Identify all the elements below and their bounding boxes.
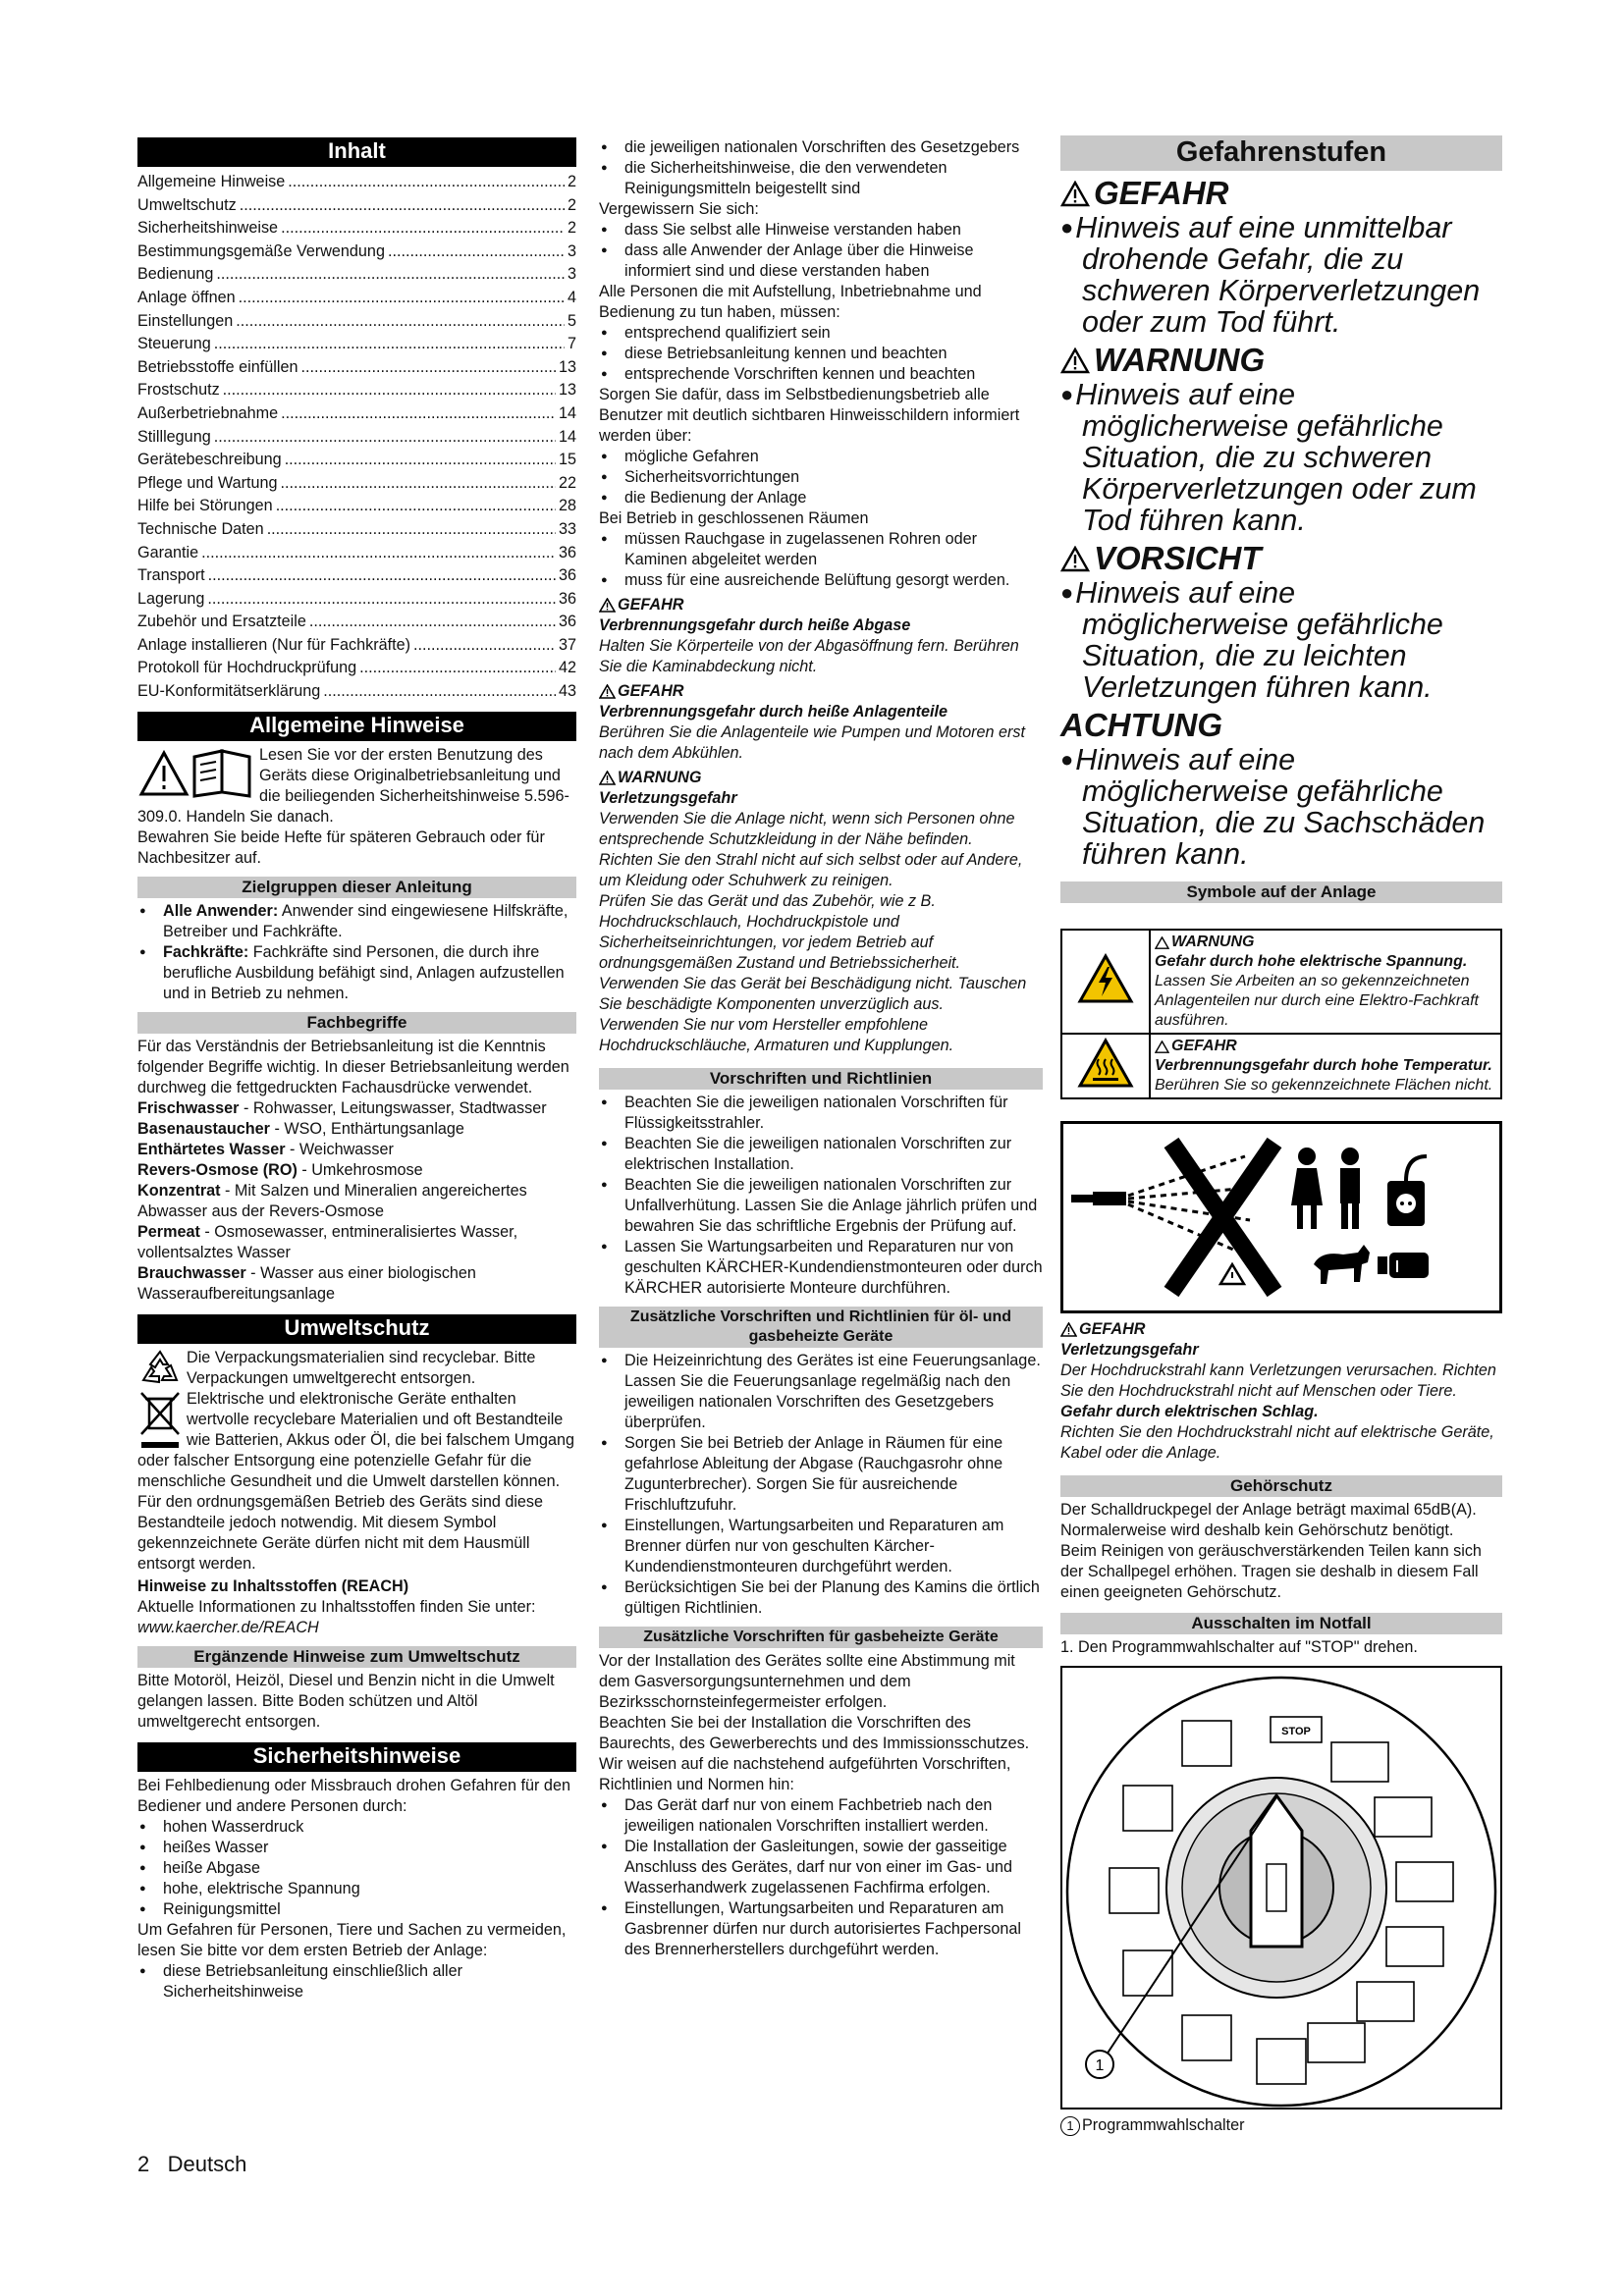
- symbols-table: [1060, 929, 1502, 1099]
- program-selector-dial: [1062, 1668, 1500, 2108]
- symbol-text: WARNUNG Gefahr durch hohe elektrische Spannung. Lassen Sie Arbeiten an so gekennzeichneten Anlagenteilen nur durch eine Elektro-Fachkraft ausführen.: [1150, 930, 1501, 1034]
- list-item: ● Beachten Sie die jeweiligen nationalen Vorschriften für Flüssigkeitsstrahler.: [599, 1093, 1043, 1134]
- toc-leader: [239, 287, 565, 310]
- toc-entry[interactable]: [137, 518, 576, 542]
- warning-label: GEFAHR: [599, 595, 1043, 615]
- toc-leader: [300, 356, 556, 380]
- reach-heading: Hinweise zu Inhaltsstoffen (REACH): [137, 1576, 409, 1595]
- toc-entry-title: Außerbetriebnahme: [137, 403, 279, 422]
- toc-entry-title: Protokoll für Hochdruckprüfung: [137, 659, 357, 677]
- term-row: Permeat - Osmosewasser, entmineralisiertes Wasser, vollentsalztes Wasser: [137, 1222, 518, 1261]
- safety-persons-list: [599, 323, 1043, 385]
- toc-entry-title: Gerätebeschreibung: [137, 451, 282, 469]
- term-row: Frischwasser - Rohwasser, Leitungswasser, Stadtwasser: [137, 1098, 547, 1117]
- general-heading: Allgemeine Hinweise: [137, 712, 576, 741]
- column-2: [599, 137, 1043, 1960]
- high-voltage-icon: [1077, 953, 1134, 1004]
- toc-entry-page: 15: [558, 451, 576, 469]
- toc-entry-title: Allgemeine Hinweise: [137, 173, 286, 190]
- warning-text: Prüfen Sie das Gerät und das Zubehör, wie z B. Hochdruckschlauch, Hochdruckpistole und Sicherheitseinrichtungen, vor jedem Betrieb auf ordnungsgemäßen Zustand und Betriebssicherheit. Verwenden Sie das Gerät bei Beschädigung nicht. Tauschen Sie beschädigte Komponenten unverzüglich aus.: [599, 892, 1027, 1013]
- gas-text: Vor der Installation des Gerätes sollte eine Abstimmung mit dem Gasversorgungsunternehmen und dem Bezirksschornsteinfegermeister erfolgen.: [599, 1652, 1015, 1711]
- oil-gas-heading: Zusätzliche Vorschriften und Richtlinien für öl- und gasbeheizte Geräte: [599, 1307, 1043, 1348]
- list-item: ● Berücksichtigen Sie bei der Planung des Kamins die örtlich gültigen Richtlinien.: [599, 1577, 1043, 1619]
- terms-list: [137, 1098, 576, 1305]
- list-item: ● Das Gerät darf nur von einem Fachbetrieb nach den jeweiligen nationalen Vorschriften installiert werden.: [599, 1795, 1043, 1837]
- column-1: [137, 135, 576, 2002]
- hazard-level-label: VORSICHT: [1060, 540, 1502, 577]
- column-3: [1060, 135, 1502, 2136]
- regulations-heading: Vorschriften und Richtlinien: [599, 1068, 1043, 1090]
- toc-leader: [413, 634, 556, 658]
- environment-packaging-text: Die Verpackungsmaterialien sind recyclebar. Bitte Verpackungen umweltgerecht entsorgen.: [187, 1348, 536, 1387]
- toc-leader: [214, 426, 556, 450]
- list-item: ● Sorgen Sie bei Betrieb der Anlage in Räumen für eine gefahrlose Ableitung der Abgase (Rauchgasrohr ohne Zugunterbrecher). Sorgen Sie für ausreichende Frischluftzufuhr.: [599, 1433, 1043, 1516]
- toc-entry[interactable]: [137, 472, 576, 496]
- toc-entry-page: 28: [558, 497, 576, 515]
- safety-ensure-list: [599, 220, 1043, 282]
- toc-entry[interactable]: [137, 240, 576, 264]
- list-item: ● Beachten Sie die jeweiligen nationalen Vorschriften zur Unfallverhütung. Lassen Sie die Anlage jährlich prüfen und bewahren Sie das schriftliche Ergebnis der Prüfung auf.: [599, 1175, 1043, 1237]
- toc-entry[interactable]: [137, 426, 576, 450]
- symbol-cell: [1061, 930, 1150, 1034]
- toc-entry-title: Anlage öffnen: [137, 288, 236, 306]
- toc-entry-title: Frostschutz: [137, 381, 220, 400]
- list-item: ● die jeweiligen nationalen Vorschriften des Gesetzgebers: [599, 137, 1043, 158]
- term-row: Brauchwasser - Wasser aus einer biologischen Wasseraufbereitungsanlage: [137, 1263, 476, 1303]
- toc-entry-title: Hilfe bei Störungen: [137, 497, 273, 515]
- no-spray-at-people-icon: [1063, 1124, 1499, 1310]
- toc-leader: [309, 611, 556, 634]
- toc-entry[interactable]: [137, 217, 576, 240]
- toc-entry[interactable]: [137, 171, 576, 194]
- page-footer: [137, 2152, 246, 2177]
- toc-entry[interactable]: [137, 310, 576, 334]
- toc-entry-title: Garantie: [137, 543, 199, 561]
- hazard-level-text: ●Hinweis auf eine unmittelbar drohende Gefahr, die zu schweren Körperverletzungen oder zum Tod führt.: [1060, 211, 1481, 339]
- warning-triangle-icon: [1155, 936, 1169, 949]
- warning-triangle-icon: [1060, 181, 1090, 207]
- toc-entry[interactable]: [137, 263, 576, 287]
- warning-title: Verletzungsgefahr: [1060, 1341, 1199, 1359]
- toc-leader: [280, 472, 556, 496]
- list-item: ● Die Installation der Gasleitungen, sowie der gasseitige Anschluss des Gerätes, darf nur von einer im Gas- und Wasserhandwerk zugelassenen Fachfirma erfolgen.: [599, 1837, 1043, 1898]
- warning-triangle-icon: [599, 598, 616, 613]
- toc-entry[interactable]: [137, 634, 576, 658]
- toc-entry[interactable]: [137, 194, 576, 218]
- toc-leader: [240, 194, 565, 218]
- hearing-text: Beim Reinigen von geräuschverstärkenden Teilen kann sich der Schallpegel erhöhen. Tragen sie deshalb in diesem Fall einen geeigneten Gehörschutz.: [1060, 1542, 1482, 1601]
- toc-entry-title: Stilllegung: [137, 427, 211, 446]
- safety-persons: Alle Personen die mit Aufstellung, Inbetriebnahme und Bedienung zu tun haben, müssen:: [599, 283, 982, 321]
- toc-leader: [281, 402, 556, 426]
- toc-entry[interactable]: [137, 333, 576, 356]
- environment-packaging: [137, 1348, 576, 1389]
- list-item: ● die Sicherheitshinweise, die den verwendeten Reinigungsmitteln beigestellt sind: [599, 158, 1043, 199]
- toc-leader: [267, 518, 556, 542]
- target-groups-list: [137, 901, 576, 1004]
- list-item: ● Alle Anwender: Anwender sind eingewiesene Hilfskräfte, Betreiber und Fachkräfte.: [137, 901, 576, 942]
- page-number: 2: [137, 2152, 150, 2176]
- warning-text: Richten Sie den Strahl nicht auf sich selbst oder auf Andere, um Kleidung oder Schuhwerk zu reinigen.: [599, 851, 1023, 889]
- toc-entry-title: Pflege und Wartung: [137, 473, 278, 492]
- list-item: ● muss für eine ausreichende Belüftung gesorgt werden.: [599, 570, 1043, 591]
- callout-number: 1: [1060, 2116, 1080, 2136]
- list-item: ● heißes Wasser: [137, 1838, 576, 1858]
- toc-leader: [388, 240, 565, 264]
- warning-text: Richten Sie den Hochdruckstrahl nicht auf elektrische Geräte, Kabel oder die Anlage.: [1060, 1423, 1494, 1462]
- toc-leader: [285, 449, 556, 472]
- environment-heading: Umweltschutz: [137, 1314, 576, 1344]
- toc-entry[interactable]: [137, 680, 576, 704]
- toc-entry-title: Technische Daten: [137, 519, 264, 538]
- list-item: ● Beachten Sie die jeweiligen nationalen Vorschriften zur elektrischen Installation.: [599, 1134, 1043, 1175]
- list-item: ● hohe, elektrische Spannung: [137, 1879, 576, 1899]
- table-row: [1061, 1034, 1501, 1098]
- list-item: ● die Bedienung der Anlage: [599, 488, 1043, 508]
- figure-caption: [1060, 2115, 1502, 2136]
- warning-text: Verwenden Sie nur vom Hersteller empfohlene Hochdruckschläuche, Armaturen und Kupplungen.: [599, 1016, 954, 1054]
- toc-entry[interactable]: [137, 657, 576, 680]
- safety-self-service: Sorgen Sie dafür, dass im Selbstbedienungsbetrieb alle Benutzer mit deutlich sichtbaren Hinweisschildern informiert werden über:: [599, 386, 1020, 445]
- target-groups-heading: Zielgruppen dieser Anleitung: [137, 877, 576, 898]
- hazard-levels-heading: Gefahrenstufen: [1060, 135, 1502, 171]
- toc-leader: [214, 333, 565, 356]
- toc-entry-page: 13: [558, 381, 576, 400]
- toc-leader: [208, 564, 556, 588]
- oil-gas-list: [599, 1351, 1043, 1619]
- toc-entry-page: 36: [558, 543, 576, 561]
- toc-leader: [288, 171, 565, 194]
- toc-entry-page: 7: [567, 335, 576, 353]
- list-item: ● heiße Abgase: [137, 1858, 576, 1879]
- footer-language: Deutsch: [167, 2152, 247, 2176]
- toc-entry-title: Einstellungen: [137, 311, 234, 330]
- safety-read-list-cont: [599, 137, 1043, 199]
- list-item: ● Fachkräfte: Fachkräfte sind Personen, die durch ihre berufliche Ausbildung befähigt sind, Anlagen aufzustellen und in Betrieb zu nehmen.: [137, 942, 576, 1004]
- toc-entry[interactable]: [137, 402, 576, 426]
- hazard-level-label: ACHTUNG: [1060, 707, 1222, 743]
- general-intro-text: Lesen Sie vor der ersten Benutzung des Geräts diese Originalbetriebsanleitung und die beiliegenden Sicherheitshinweise 5.596-309.0. Handeln Sie danach.: [137, 745, 569, 826]
- list-item: ● Die Heizeinrichtung des Gerätes ist eine Feuerungsanlage. Lassen Sie die Feuerungsanlage regelmäßig nach den jeweiligen nationalen Vorschriften des Gesetzgebers überprüfen.: [599, 1351, 1043, 1433]
- toc-entry-page: 4: [567, 288, 576, 306]
- reach-link[interactable]: www.kaercher.de/REACH: [137, 1618, 319, 1636]
- environment-devices-text: Elektrische und elektronische Geräte enthalten wertvolle recyclebare Materialien und oft Bestandteile wie Batterien, Akkus oder Öl, die bei falschem Umgang oder falscher Entsorgung eine potenzielle Gefahr für die menschliche Gesundheit und die Umwelt darstellen können. Für den ordnungsgemäßen Betrieb des Geräts sind diese Bestandteile jedoch notwendig. Mit diesem Symbol gekennzeichnete Geräte dürfen nicht mit dem Hausmüll entsorgt werden.: [137, 1389, 574, 1573]
- general-keep-text: Bewahren Sie beide Hefte für späteren Gebrauch oder für Nachbesitzer auf.: [137, 828, 545, 867]
- terms-heading: Fachbegriffe: [137, 1012, 576, 1034]
- toc-entry-page: 3: [567, 241, 576, 260]
- toc-entry-page: 36: [558, 566, 576, 585]
- environment-devices: [137, 1389, 576, 1575]
- warning-label: GEFAHR: [599, 681, 1043, 702]
- toc-leader: [216, 263, 565, 287]
- recycle-icon: [137, 1348, 183, 1387]
- toc-entry[interactable]: [137, 356, 576, 380]
- toc-leader: [207, 588, 556, 612]
- list-item: ● diese Betriebsanleitung kennen und beachten: [599, 344, 1043, 364]
- warning-triangle-icon: [1060, 1322, 1077, 1337]
- toc-entry-title: Lagerung: [137, 589, 205, 608]
- regulations-list: [599, 1093, 1043, 1299]
- dial-stop-label: STOP: [1281, 1726, 1311, 1737]
- env-extra-heading: Ergänzende Hinweise zum Umweltschutz: [137, 1646, 576, 1668]
- crossed-bin-icon: [137, 1389, 183, 1450]
- toc-entry[interactable]: [137, 542, 576, 565]
- toc-entry-page: 36: [558, 589, 576, 608]
- toc-entry-page: 2: [567, 173, 576, 190]
- warning-label: WARNUNG: [599, 768, 1043, 788]
- list-item: ● diese Betriebsanleitung einschließlich aller Sicherheitshinweise: [137, 1961, 576, 2002]
- list-item: ● mögliche Gefahren: [599, 447, 1043, 467]
- toc-entry[interactable]: [137, 611, 576, 634]
- toc-entry-page: 2: [567, 219, 576, 238]
- toc-entry-page: 14: [558, 403, 576, 422]
- toc-entry-title: Betriebsstoffe einfüllen: [137, 357, 298, 376]
- callout-label: Programmwahlschalter: [1082, 2116, 1245, 2134]
- list-item: ● müssen Rauchgase in zugelassenen Rohren oder Kaminen abgeleitet werden: [599, 529, 1043, 570]
- toc-entry-title: Transport: [137, 566, 205, 585]
- hazard-level-label: GEFAHR: [1060, 175, 1502, 212]
- hazard-level-text: ●Hinweis auf eine möglicherweise gefährliche Situation, die zu leichten Verletzungen führen kann.: [1060, 576, 1443, 704]
- safety-closed-list: [599, 529, 1043, 591]
- toc-entry-title: Bestimmungsgemäße Verwendung: [137, 241, 385, 260]
- toc-leader: [359, 657, 556, 680]
- warning-triangle-icon: [599, 771, 616, 785]
- toc-leader: [281, 217, 565, 240]
- toc-leader: [323, 680, 556, 704]
- list-item: ● entsprechend qualifiziert sein: [599, 323, 1043, 344]
- emergency-step: 1. Den Programmwahlschalter auf "STOP" drehen.: [1060, 1638, 1418, 1656]
- toc-entry-page: 3: [567, 265, 576, 284]
- warning-title: Verletzungsgefahr: [599, 789, 737, 807]
- env-extra-text: Bitte Motoröl, Heizöl, Diesel und Benzin nicht in die Umwelt gelangen lassen. Bitte Boden schützen und Altöl umweltgerecht entsorgen.: [137, 1671, 555, 1731]
- safety-ensure: Vergewissern Sie sich:: [599, 200, 759, 218]
- hazard-level-label: WARNUNG: [1060, 342, 1502, 379]
- toc-heading: Inhalt: [137, 137, 576, 167]
- symbol-cell: [1061, 1034, 1150, 1098]
- toc-entry[interactable]: [137, 564, 576, 588]
- no-spray-pictogram: [1060, 1121, 1502, 1313]
- term-row: Konzentrat - Mit Salzen und Mineralien angereichertes Abwasser aus der Revers-Osmose: [137, 1181, 527, 1220]
- toc-entry-title: Steuerung: [137, 335, 211, 353]
- toc-leader: [236, 310, 565, 334]
- gas-list: [599, 1795, 1043, 1960]
- toc-entry-page: 42: [558, 659, 576, 677]
- toc-entry-page: 43: [558, 682, 576, 701]
- list-item: ● Sicherheitsvorrichtungen: [599, 467, 1043, 488]
- symbol-text: GEFAHR Verbrennungsgefahr durch hohe Temperatur. Berühren Sie so gekennzeichnete Flächen nicht.: [1150, 1034, 1501, 1098]
- toc-entry-page: 36: [558, 613, 576, 631]
- warning-triangle-icon: [1155, 1041, 1169, 1053]
- toc-entry[interactable]: [137, 287, 576, 310]
- term-row: Revers-Osmose (RO) - Umkehrosmose: [137, 1160, 423, 1179]
- terms-intro: Für das Verständnis der Betriebsanleitung ist die Kenntnis folgender Begriffe wichtig. In dieser Betriebsanleitung werden durchweg die fettgedruckten Fachausdrücke verwendet.: [137, 1037, 569, 1096]
- toc-entry-page: 14: [558, 427, 576, 446]
- program-selector-figure: [1060, 1666, 1502, 2109]
- warning-title: Verbrennungsgefahr durch heiße Anlagenteile: [599, 703, 947, 721]
- term-row: Basenaustaucher - WSO, Enthärtungsanlage: [137, 1119, 464, 1138]
- list-item: ● dass alle Anwender der Anlage über die Hinweise informiert sind und diese verstanden haben: [599, 240, 1043, 282]
- warning-triangle-icon: [599, 684, 616, 699]
- toc-leader: [223, 379, 556, 402]
- hearing-text: Der Schalldruckpegel der Anlage beträgt maximal 65dB(A). Normalerweise wird deshalb kein Gehörschutz benötigt.: [1060, 1501, 1477, 1539]
- hazard-level-text: ●Hinweis auf eine möglicherweise gefährliche Situation, die zu schweren Körperverletzungen oder zum Tod führen kann.: [1060, 378, 1477, 537]
- symbols-heading: Symbole auf der Anlage: [1060, 881, 1502, 903]
- term-row: Enthärtetes Wasser - Weichwasser: [137, 1140, 394, 1158]
- toc-entry-page: 2: [567, 195, 576, 214]
- warning-text: Halten Sie Körperteile von der Abgasöffnung fern. Berühren Sie die Kaminabdeckung nicht.: [599, 637, 1019, 675]
- warning-label: GEFAHR: [1060, 1319, 1502, 1340]
- toc-entry[interactable]: [137, 379, 576, 402]
- list-item: ● Reinigungsmittel: [137, 1899, 576, 1920]
- toc-entry-title: Zubehör und Ersatzteile: [137, 613, 306, 631]
- list-item: ● entsprechende Vorschriften kennen und beachten: [599, 364, 1043, 385]
- toc-leader: [276, 495, 556, 518]
- toc-entry-page: 5: [567, 311, 576, 330]
- toc-leader: [201, 542, 556, 565]
- table-row: [1061, 930, 1501, 1034]
- gas-text: Beachten Sie bei der Installation die Vorschriften des Baurechts, des Gewerberechts und des Immissionsschutzes. Wir weisen auf die nachstehend aufgeführten Vorschriften, Richtlinien und Normen hin:: [599, 1714, 1030, 1793]
- list-item: ● Lassen Sie Wartungsarbeiten und Reparaturen nur von geschulten KÄRCHER-Kundendienstmonteuren oder durch KÄRCHER autorisierte Monteure durchführen.: [599, 1237, 1043, 1299]
- toc-entry-page: 37: [558, 635, 576, 654]
- warning-read-manual-icon: [137, 747, 255, 798]
- safety-heading: Sicherheitshinweise: [137, 1742, 576, 1772]
- warning-text: Der Hochdruckstrahl kann Verletzungen verursachen. Richten Sie den Hochdruckstrahl nicht auf Menschen oder Tiere.: [1060, 1362, 1496, 1400]
- hot-surface-icon: [1077, 1038, 1134, 1089]
- safety-dangers-list: [137, 1817, 576, 1920]
- safety-self-list: [599, 447, 1043, 508]
- warning-triangle-icon: [1060, 347, 1090, 374]
- list-item: ● Einstellungen, Wartungsarbeiten und Reparaturen am Gasbrenner dürfen nur durch autorisiertes Fachpersonal des Brennerherstellers durchgeführt werden.: [599, 1898, 1043, 1960]
- general-intro: [137, 745, 576, 828]
- toc-list: [137, 171, 576, 704]
- reach-text: Aktuelle Informationen zu Inhaltsstoffen finden Sie unter: www.kaercher.de/REACH: [137, 1597, 536, 1636]
- warning-title: Verbrennungsgefahr durch heiße Abgase: [599, 616, 911, 634]
- toc-entry-title: EU-Konformitätserklärung: [137, 682, 321, 701]
- hazard-level-text: ●Hinweis auf eine möglicherweise gefährliche Situation, die zu Sachschäden führen kann.: [1060, 743, 1486, 871]
- toc-entry[interactable]: [137, 495, 576, 518]
- toc-entry-title: Sicherheitshinweise: [137, 219, 279, 238]
- hearing-heading: Gehörschutz: [1060, 1475, 1502, 1497]
- safety-avoid: Um Gefahren für Personen, Tiere und Sachen zu vermeiden, lesen Sie bitte vor dem ersten Betrieb der Anlage:: [137, 1920, 567, 1959]
- warning-triangle-icon: [1060, 546, 1090, 572]
- warning-text: Verwenden Sie die Anlage nicht, wenn sich Personen ohne entsprechende Schutzkleidung in der Nähe befinden.: [599, 810, 1015, 848]
- safety-read-list: [137, 1961, 576, 2002]
- gas-heading: Zusätzliche Vorschriften für gasbeheizte Geräte: [599, 1627, 1043, 1648]
- safety-intro: Bei Fehlbedienung oder Missbrauch drohen Gefahren für den Bediener und andere Personen durch:: [137, 1776, 570, 1815]
- toc-entry[interactable]: [137, 588, 576, 612]
- toc-entry-page: 22: [558, 473, 576, 492]
- list-item: ● dass Sie selbst alle Hinweise verstanden haben: [599, 220, 1043, 240]
- toc-entry-title: Bedienung: [137, 265, 214, 284]
- list-item: ● hohen Wasserdruck: [137, 1817, 576, 1838]
- warning-title: Gefahr durch elektrischen Schlag.: [1060, 1403, 1319, 1420]
- safety-closed-rooms: Bei Betrieb in geschlossenen Räumen: [599, 509, 869, 527]
- warning-text: Berühren Sie die Anlagenteile wie Pumpen und Motoren erst nach dem Abkühlen.: [599, 723, 1026, 762]
- toc-entry[interactable]: [137, 449, 576, 472]
- toc-entry-page: 13: [558, 357, 576, 376]
- toc-entry-title: Anlage installieren (Nur für Fachkräfte): [137, 635, 411, 654]
- list-item: ● Einstellungen, Wartungsarbeiten und Reparaturen am Brenner dürfen nur von geschulten Kärcher-Kundendienstmonteuren durchgeführt werden.: [599, 1516, 1043, 1577]
- dial-callout-number: 1: [1095, 2057, 1105, 2074]
- emergency-heading: Ausschalten im Notfall: [1060, 1613, 1502, 1634]
- toc-entry-title: Umweltschutz: [137, 195, 237, 214]
- toc-entry-page: 33: [558, 519, 576, 538]
